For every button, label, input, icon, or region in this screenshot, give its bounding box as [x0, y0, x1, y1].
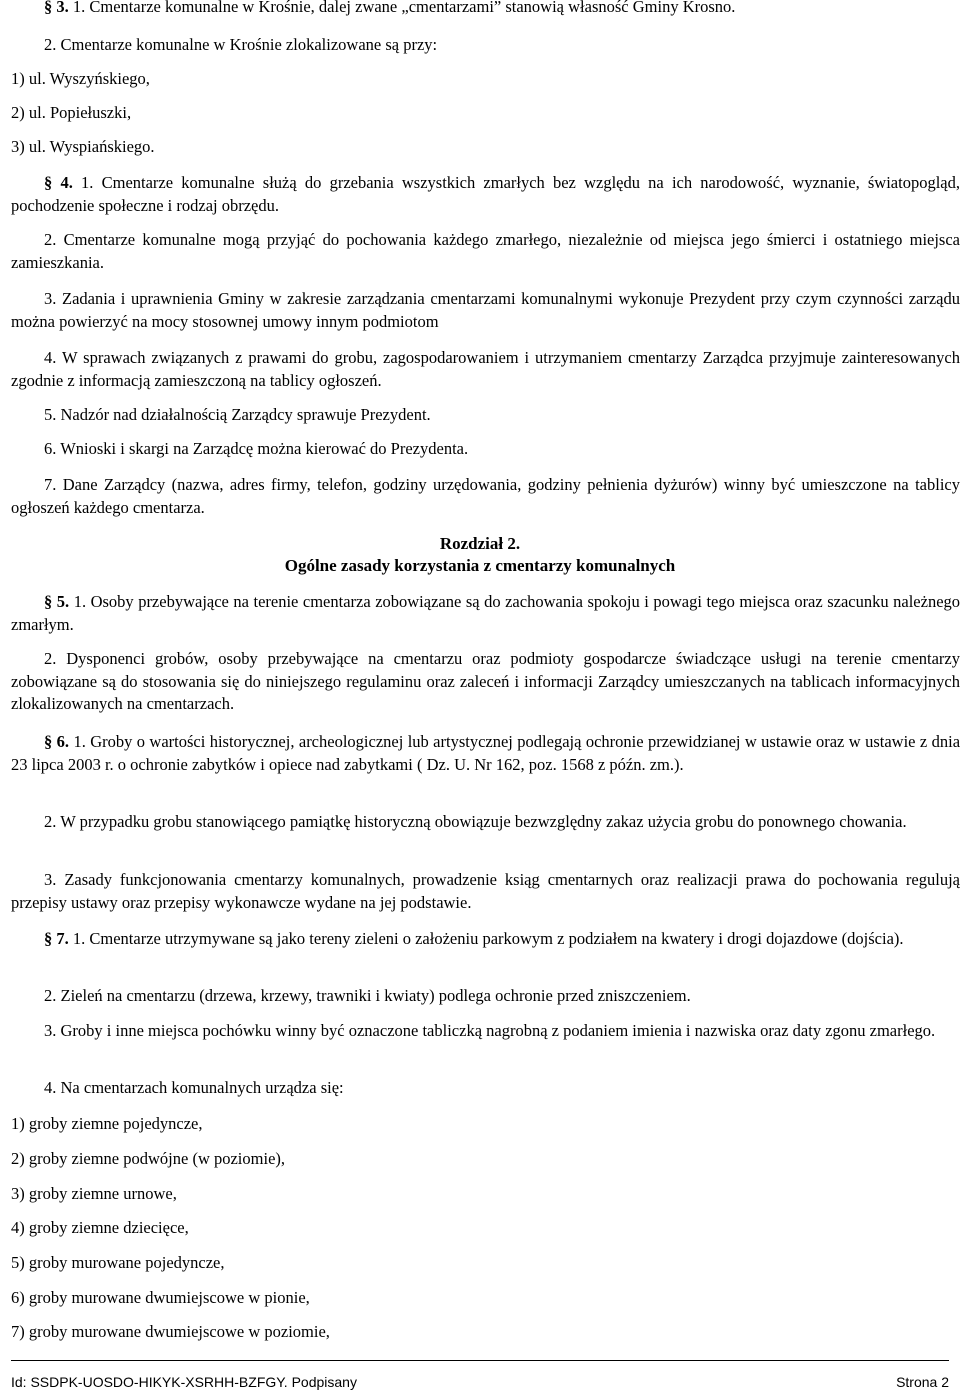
- chapter-subtitle: Ogólne zasady korzystania z cmentarzy komunalnych: [284, 556, 676, 575]
- paragraph-6-1: § 6. 1. Groby o wartości historycznej, archeologicznej lub artystycznej podlegają ochronie przewidzianej w ustawie oraz w ustawie z dnia 23 lipca 2003 r. o ochronie zabytków i opiece nad zabytkami ( Dz. U. Nr 162, poz. 1568 z późn. zm.).: [11, 732, 960, 774]
- list-item: 1) ul. Wyszyńskiego,: [11, 69, 150, 88]
- paragraph-4-4: 4. W sprawach związanych z prawami do grobu, zagospodarowaniem i utrzymaniem cmentarzy Zarządca przyjmuje zainteresowanych zgodnie z informacją zamieszczoną na tablicy ogłoszeń.: [11, 348, 960, 390]
- paragraph-7-1: § 7. 1. Cmentarze utrzymywane są jako tereny zieleni o założeniu parkowym z podziałem na kwatery i drogi dojazdowe (dojścia).: [44, 929, 904, 948]
- paragraph-5-2: 2. Dysponenci grobów, osoby przebywające na cmentarzu oraz podmioty gospodarcze świadczące usługi na terenie cmentarzy zobowiązane są do stosowania się do niniejszego regulaminu oraz zaleceń i informacji Zarządcy umieszczanych na tablicach informacyjnych zlokalizowanych na cmentarzach.: [11, 649, 960, 713]
- section-mark: § 5.: [44, 592, 70, 611]
- list-item: 3) groby ziemne urnowe,: [11, 1184, 177, 1203]
- list-item: 7) groby murowane dwumiejscowe w poziomie,: [11, 1322, 330, 1341]
- list-item: 2) ul. Popiełuszki,: [11, 103, 132, 122]
- chapter-title: Rozdział 2.: [439, 534, 521, 553]
- section-mark: § 6.: [44, 732, 70, 751]
- document-id: Id: SSDPK-UOSDO-HIKYK-XSRHH-BZFGY. Podpisany: [11, 1374, 357, 1390]
- paragraph-6-2: 2. W przypadku grobu stanowiącego pamiątkę historyczną obowiązuje bezwzględny zakaz użycia grobu do ponownego chowania.: [44, 812, 907, 831]
- footer-divider: [11, 1360, 949, 1361]
- section-mark: § 3.: [44, 0, 69, 16]
- page-number: Strona 2: [896, 1374, 949, 1390]
- list-item: 3) ul. Wyspiańskiego.: [11, 137, 155, 156]
- paragraph-4-3: 3. Zadania i uprawnienia Gminy w zakresie zarządzania cmentarzami komunalnymi wykonuje Prezydent przy czym czynności zarządu można powierzyć na mocy stosownej umowy innym podmiotom: [11, 289, 960, 331]
- list-item: 2) groby ziemne podwójne (w poziomie),: [11, 1149, 286, 1168]
- paragraph-4-7: 7. Dane Zarządcy (nazwa, adres firmy, telefon, godziny urzędowania, godziny pełnienia dyżurów) winny być umieszczone na tablicy ogłoszeń każdego cmentarza.: [11, 475, 960, 517]
- paragraph-3-2: 2. Cmentarze komunalne w Krośnie zlokalizowane są przy:: [44, 35, 438, 54]
- section-mark: § 7.: [44, 929, 69, 948]
- paragraph-6-3: 3. Zasady funkcjonowania cmentarzy komunalnych, prowadzenie ksiąg cmentarnych oraz realizacji prawa do pochowania regulują przepisy ustawy oraz przepisy wykonawcze wydane na jej podstawie.: [11, 870, 960, 912]
- paragraph-3-1: § 3. 1. Cmentarze komunalne w Krośnie, dalej zwane „cmentarzami” stanowią własność Gminy Krosno.: [11, 0, 960, 19]
- paragraph-4-2: 2. Cmentarze komunalne mogą przyjąć do pochowania każdego zmarłego, niezależnie od miejsca jego śmierci i ostatniego miejsca zamieszkania.: [11, 230, 960, 272]
- list-item: 5) groby murowane pojedyncze,: [11, 1253, 225, 1272]
- paragraph-7-4: 4. Na cmentarzach komunalnych urządza się:: [44, 1078, 344, 1097]
- paragraph-7-3: 3. Groby i inne miejsca pochówku winny być oznaczone tabliczką nagrobną z podaniem imienia i nazwiska oraz daty zgonu zmarłego.: [44, 1021, 936, 1040]
- list-item: 6) groby murowane dwumiejscowe w pionie,: [11, 1288, 310, 1307]
- paragraph-7-2: 2. Zieleń na cmentarzu (drzewa, krzewy, trawniki i kwiaty) podlega ochronie przed zniszczeniem.: [44, 986, 691, 1005]
- paragraph-4-5: 5. Nadzór nad działalnością Zarządcy sprawuje Prezydent.: [44, 405, 431, 424]
- list-item: 4) groby ziemne dziecięce,: [11, 1218, 189, 1237]
- list-item: 1) groby ziemne pojedyncze,: [11, 1114, 203, 1133]
- paragraph-4-1: § 4. 1. Cmentarze komunalne służą do grzebania wszystkich zmarłych bez względu na ich narodowość, wyznanie, światopogląd, pochodzenie społeczne i rodzaj obrzędu.: [11, 173, 960, 215]
- section-mark: § 4.: [44, 173, 73, 192]
- paragraph-4-6: 6. Wnioski i skargi na Zarządcę można kierować do Prezydenta.: [44, 439, 469, 458]
- paragraph-5-1: § 5. 1. Osoby przebywające na terenie cmentarza zobowiązane są do zachowania spokoju i powagi tego miejsca oraz szacunku należnego zmarłym.: [11, 592, 960, 634]
